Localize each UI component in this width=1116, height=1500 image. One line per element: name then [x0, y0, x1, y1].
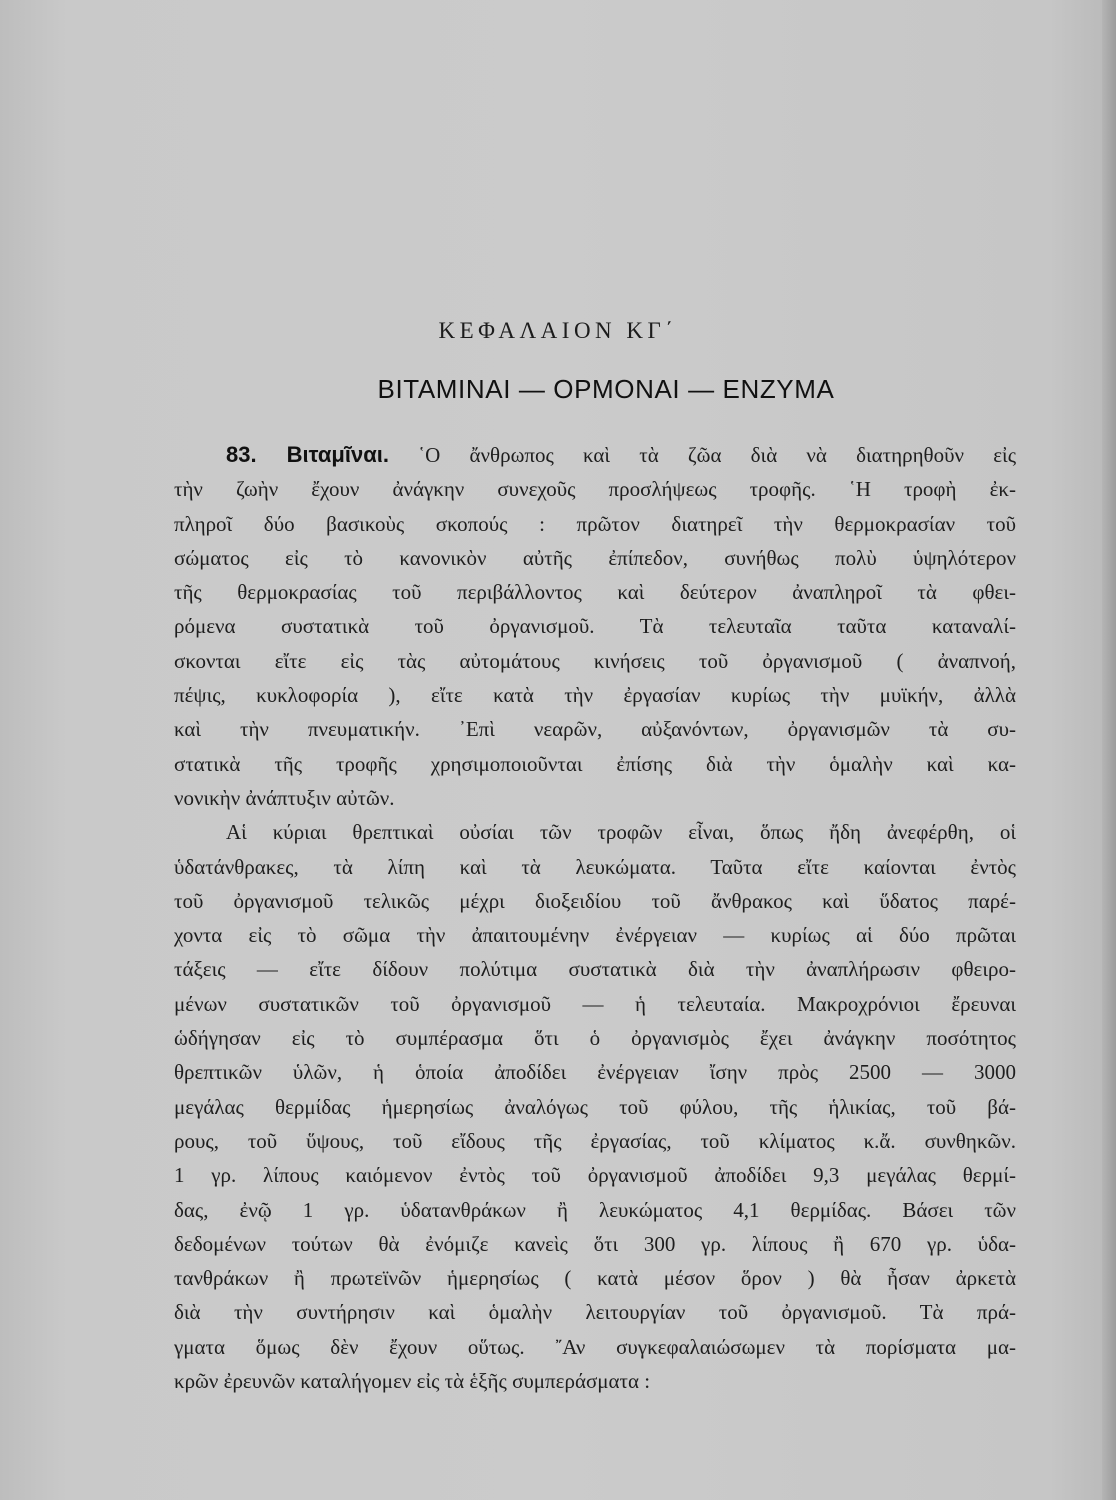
page-edge-shadow	[1102, 0, 1116, 1500]
text-line: πληροῖ δύο βασικοὺς σκοπούς : πρῶτον διατηρεῖ τὴν θερμοκρασίαν τοῦ	[174, 511, 1016, 536]
text-line: διὰ τὴν συντήρησιν καὶ ὁμαλὴν λειτουργίαν τοῦ ὀργανισμοῦ. Τὰ πρά-	[174, 1300, 1016, 1325]
text-line: στατικὰ τῆς τροφῆς χρησιμοποιοῦνται ἐπίσης διὰ τὴν ὁμαλὴν καὶ κα-	[174, 751, 1016, 776]
text-line: κρῶν ἐρευνῶν καταλήγομεν εἰς τὰ ἑξῆς συμπεράσματα :	[174, 1369, 651, 1394]
section-number-title: 83. Βιταμῖναι.	[226, 442, 389, 467]
text-line: δεδομένων τούτων θὰ ἐνόμιζε κανεὶς ὅτι 300 γρ. λίπους ἢ 670 γρ. ὑδα-	[174, 1231, 1016, 1256]
text-line-content: ῾Ο ἄνθρωπος καὶ τὰ ζῶα διὰ νὰ διατηρηθοῦν εἰς	[418, 443, 1017, 467]
section-body	[174, 438, 1016, 1398]
text-line: θρεπτικῶν ὑλῶν, ἡ ὁποία ἀποδίδει ἐνέργειαν ἴσην πρὸς 2500 — 3000	[174, 1060, 1016, 1085]
text-line	[174, 438, 1016, 472]
text-line: τὴν ζωὴν ἔχουν ἀνάγκην συνεχοῦς προσλήψεως τροφῆς. ῾Η τροφὴ ἐκ-	[174, 477, 1016, 502]
text-line: τανθράκων ἢ πρωτεϊνῶν ἡμερησίως ( κατὰ μέσον ὅρον ) θὰ ἦσαν ἀρκετὰ	[174, 1266, 1016, 1291]
chapter-heading: ΚΕΦΑΛΑΙΟΝ ΚΓ΄	[438, 318, 678, 343]
text-line: γματα ὅμως δὲν ἔχουν οὕτως. ῎Αν συγκεφαλαιώσωμεν τὰ πορίσματα μα-	[174, 1334, 1016, 1359]
text-line: ὑδατάνθρακες, τὰ λίπη καὶ τὰ λευκώματα. Ταῦτα εἴτε καίονται ἐντὸς	[174, 854, 1016, 879]
text-line: τοῦ ὀργανισμοῦ τελικῶς μέχρι διοξειδίου τοῦ ἄνθρακος καὶ ὕδατος παρέ-	[174, 888, 1016, 913]
text-line: ὡδήγησαν εἰς τὸ συμπέρασμα ὅτι ὁ ὀργανισμὸς ἔχει ἀνάγκην ποσότητος	[174, 1026, 1016, 1051]
text-line: δας, ἐνῷ 1 γρ. ὑδατανθράκων ἢ λευκώματος 4,1 θερμίδας. Βάσει τῶν	[174, 1197, 1016, 1222]
text-line: χοντα εἰς τὸ σῶμα τὴν ἀπαιτουμένην ἐνέργειαν — κυρίως αἱ δύο πρῶται	[174, 923, 1016, 948]
text-line: σκονται εἴτε εἰς τὰς αὐτομάτους κινήσεις τοῦ ὀργανισμοῦ ( ἀναπνοή,	[174, 648, 1016, 673]
text-line: πέψις, κυκλοφορία ), εἴτε κατὰ τὴν ἐργασίαν κυρίως τὴν μυϊκήν, ἀλλὰ	[174, 683, 1016, 708]
text-line: μένων συστατικῶν τοῦ ὀργανισμοῦ — ἡ τελευταία. Μακροχρόνιοι ἔρευναι	[174, 991, 1016, 1016]
text-line: μεγάλας θερμίδας ἡμερησίως ἀναλόγως τοῦ φύλου, τῆς ἡλικίας, τοῦ βά-	[174, 1094, 1016, 1119]
text-line: νονικὴν ἀνάπτυξιν αὐτῶν.	[174, 785, 395, 810]
text-line: Αἱ κύριαι θρεπτικαὶ οὐσίαι τῶν τροφῶν εἶναι, ὅπως ἤδη ἀνεφέρθη, οἱ	[226, 820, 1016, 845]
text-line: ρόμενα συστατικὰ τοῦ ὀργανισμοῦ. Τὰ τελευταῖα ταῦτα καταναλί-	[174, 614, 1016, 639]
text-line: τάξεις — εἴτε δίδουν πολύτιμα συστατικὰ διὰ τὴν ἀναπλήρωσιν φθειρο-	[174, 957, 1016, 982]
text-line: 1 γρ. λίπους καιόμενον ἐντὸς τοῦ ὀργανισμοῦ ἀποδίδει 9,3 μεγάλας θερμί-	[174, 1163, 1016, 1188]
chapter-title: ΒΙΤΑΜΙΝΑΙ — ΟΡΜΟΝΑΙ — ΕΝΖΥΜΑ	[377, 374, 835, 404]
text-line: τῆς θερμοκρασίας τοῦ περιβάλλοντος καὶ δεύτερον ἀναπληροῖ τὰ φθει-	[174, 580, 1016, 605]
text-line: ρους, τοῦ ὕψους, τοῦ εἴδους τῆς ἐργασίας, τοῦ κλίματος κ.ἄ. συνθηκῶν.	[174, 1128, 1016, 1153]
text-line: καὶ τὴν πνευματικήν. ᾿Επὶ νεαρῶν, αὐξανόντων, ὀργανισμῶν τὰ συ-	[174, 717, 1016, 742]
text-line: σώματος εἰς τὸ κανονικὸν αὐτῆς ἐπίπεδον, συνήθως πολὺ ὑψηλότερον	[174, 545, 1016, 570]
